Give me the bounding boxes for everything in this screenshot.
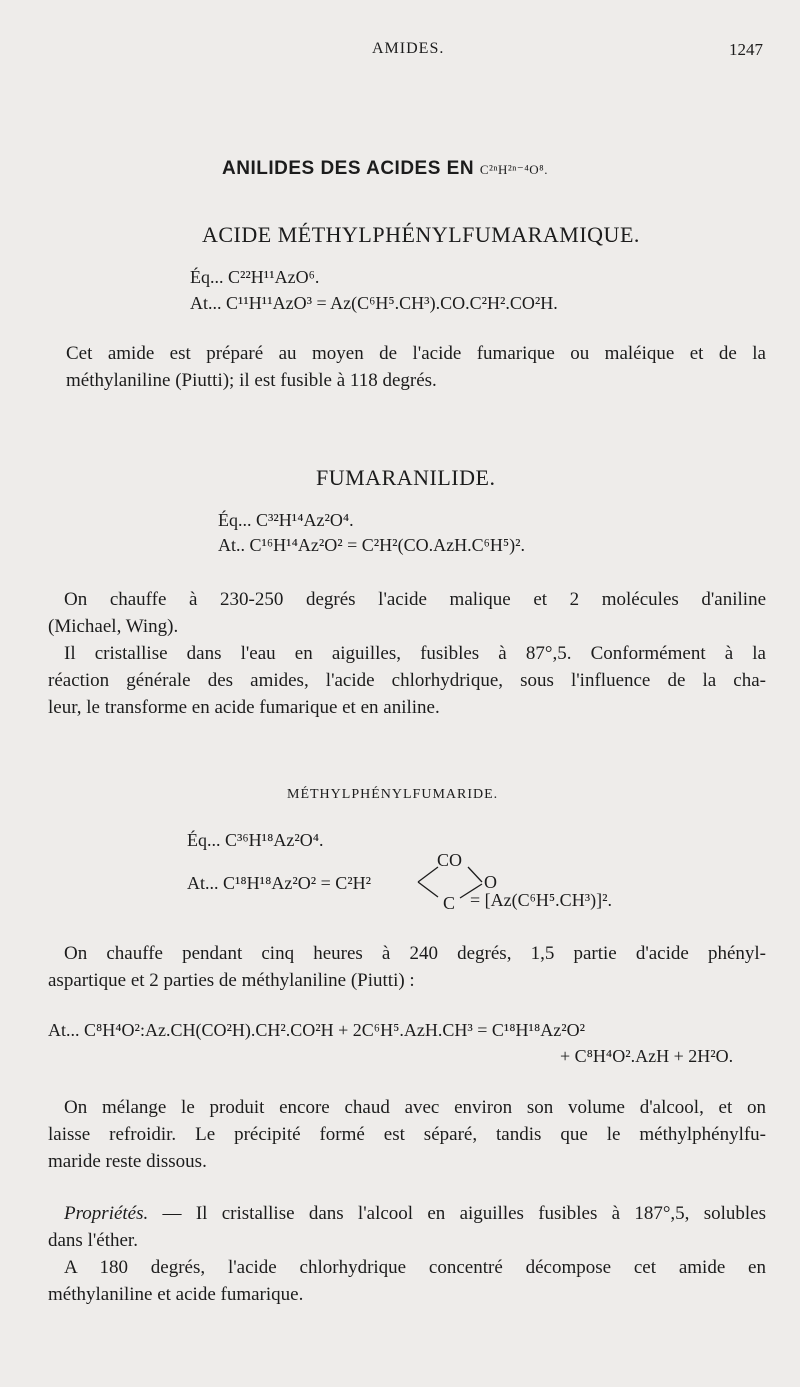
mpf-struct-bottom: C xyxy=(443,893,456,913)
mpf-at-line xyxy=(187,873,371,894)
methylphenylfumaride-title: MÉTHYLPHÉNYLFUMARIDE. xyxy=(287,787,499,802)
fumaranilide-para2-line: réaction générale des amides, l'acide chlorhydrique, sous l'influence de la cha- xyxy=(48,670,766,691)
acide-at-label: At... xyxy=(190,293,222,313)
fumaranilide-para2-line: Il cristallise dans l'eau en aiguilles, fusibles à 87°,5. Conformément à la xyxy=(64,643,766,664)
mpf-para3 xyxy=(48,1254,766,1308)
running-head-title: AMIDES. xyxy=(372,40,445,57)
acide-paragraph xyxy=(66,340,766,394)
mpf-eq-line xyxy=(187,830,324,851)
fumaranilide-para1-line: On chauffe à 230-250 degrés l'acide malique et 2 molécules d'aniline xyxy=(64,589,766,610)
mpf-eq-label: Éq... xyxy=(187,830,221,850)
fumaranilide-eq-label: Éq... xyxy=(218,510,252,530)
acide-at-line xyxy=(190,293,558,314)
mpf-para2-line: maride reste dissous. xyxy=(48,1151,207,1172)
running-head xyxy=(0,40,800,62)
fumaranilide-para2 xyxy=(48,640,766,721)
mpf-para2-line: On mélange le produit encore chaud avec environ son volume d'alcool, et on xyxy=(64,1097,766,1118)
acide-title: ACIDE MÉTHYLPHÉNYLFUMARAMIQUE. xyxy=(202,222,640,247)
acide-paragraph-line: Cet amide est préparé au moyen de l'acide fumarique ou maléique et de la xyxy=(66,343,766,364)
mpf-struct-tail: = [Az(C⁶H⁵.CH³)]². xyxy=(470,890,612,910)
mpf-reaction-eq: C⁸H⁴O²:Az.CH(CO²H).CH².CO²H + 2C⁶H⁵.AzH.CH³ = C¹⁸H¹⁸Az²O² xyxy=(84,1020,586,1040)
section-heading xyxy=(222,158,548,180)
fumaranilide-para1-line: (Michael, Wing). xyxy=(48,616,179,637)
mpf-para3-line: A 180 degrés, l'acide chlorhydrique concentré décompose cet amide en xyxy=(64,1257,766,1278)
mpf-para2-line: laisse refroidir. Le précipité formé est séparé, tandis que le méthylphénylfu- xyxy=(48,1124,766,1145)
mpf-properties-line2: dans l'éther. xyxy=(48,1230,138,1251)
mpf-struct-top: CO xyxy=(437,850,463,870)
mpf-reaction-label: At... xyxy=(48,1020,80,1040)
fumaranilide-eq-formula: C³²H¹⁴Az²O⁴. xyxy=(256,510,354,530)
fumaranilide-at-formula: C¹⁶H¹⁴Az²O² = C²H²(CO.AzH.C⁶H⁵)². xyxy=(249,535,526,555)
mpf-para3-line: méthylaniline et acide fumarique. xyxy=(48,1284,304,1305)
acide-at-formula: C¹¹H¹¹AzO³ = Az(C⁶H⁵.CH³).CO.C²H².CO²H. xyxy=(226,293,558,313)
fumaranilide-title: FUMARANILIDE. xyxy=(316,465,496,490)
mpf-reaction-line1 xyxy=(48,1020,766,1041)
acide-eq-line xyxy=(190,267,319,288)
page-number: 1247 xyxy=(729,40,763,59)
mpf-properties xyxy=(48,1200,766,1254)
section-heading-formula: C²ⁿH²ⁿ⁻⁴O⁸. xyxy=(479,162,548,177)
section-heading-text: ANILIDES DES ACIDES EN xyxy=(222,158,475,179)
mpf-para2 xyxy=(48,1094,766,1175)
fumaranilide-para2-line: leur, le transforme en acide fumarique et en aniline. xyxy=(48,697,440,718)
mpf-properties-text: — Il cristallise dans l'alcool en aiguilles fusibles à 187°,5, solubles xyxy=(148,1203,766,1224)
fumaranilide-at-line xyxy=(218,535,525,556)
mpf-at-formula-left: C¹⁸H¹⁸Az²O² = C²H² xyxy=(223,873,372,893)
mpf-para1-line: aspartique et 2 parties de méthylaniline (Piutti) : xyxy=(48,970,415,991)
mpf-reaction-line2: + C⁸H⁴O².AzH + 2H²O. xyxy=(560,1046,734,1066)
fumaranilide-para1 xyxy=(48,586,766,640)
mpf-properties-label: Propriétés. xyxy=(64,1203,149,1224)
acide-paragraph-line: méthylaniline (Piutti); il est fusible à 118 degrés. xyxy=(66,370,437,391)
mpf-at-label: At... xyxy=(187,873,219,893)
fumaranilide-eq-line xyxy=(218,510,354,531)
mpf-para1-line: On chauffe pendant cinq heures à 240 degrés, 1,5 partie d'acide phényl- xyxy=(64,943,766,964)
mpf-properties-line xyxy=(48,1200,766,1227)
acide-eq-label: Éq... xyxy=(190,267,224,287)
mpf-eq-formula: C³⁶H¹⁸Az²O⁴. xyxy=(225,830,324,850)
acide-eq-formula: C²²H¹¹AzO⁶. xyxy=(228,267,320,287)
mpf-struct-right: O xyxy=(484,872,497,892)
mpf-reaction xyxy=(48,1020,766,1041)
fumaranilide-at-label: At.. xyxy=(218,535,245,555)
mpf-para1 xyxy=(48,940,766,994)
